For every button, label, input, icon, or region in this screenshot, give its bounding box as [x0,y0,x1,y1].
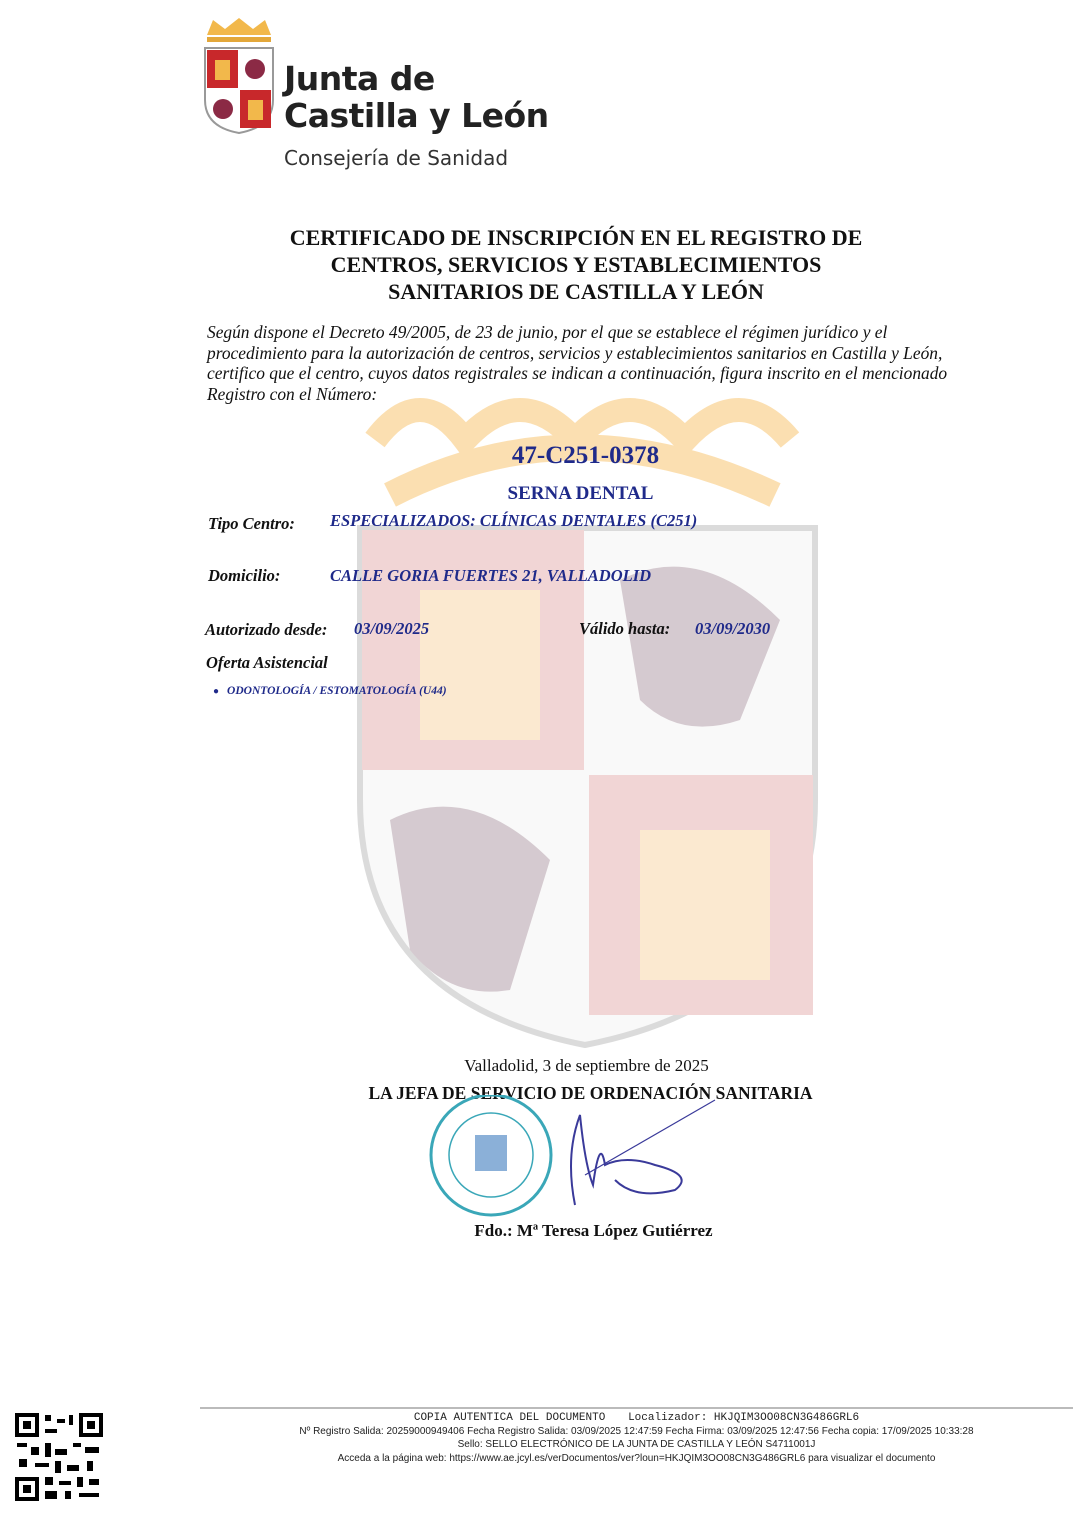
copy-label: COPIA AUTENTICA DEL DOCUMENTO [413,1412,606,1424]
signer-role: LA JEFA DE SERVICIO DE ORDENACIÓN SANITARIA [368,1083,813,1103]
domicilio-value: CALLE GORIA FUERTES 21, VALLADOLID [330,566,652,585]
tipo-centro-label: Tipo Centro: [208,514,295,533]
signed-by: Fdo.: Mª Teresa López Gutiérrez [474,1221,713,1240]
intro-paragraph: Según dispone el Decreto 49/2005, de 23 de junio, por el que se establece el régimen jurídico y el procedimiento para la autorización de centros, servicios y establecimientos sanitarios en Castilla y León, certifico que el centro, cuyos datos registrales se indican a continuación, figura inscrito en el mencionado Registro con el Número: [207,322,948,404]
footer-divider [200,1407,1073,1409]
footer-copy-line [200,1412,1073,1424]
center-name: SERNA DENTAL [507,483,654,504]
title-line: SANITARIOS DE CASTILLA Y LEÓN [388,279,764,304]
footer-registry-line: Nº Registro Salida: 20259000949406 Fecha Registro Salida: 03/09/2025 12:47:59 Fecha Firma: 03/09/2025 12:47:56 Fecha copia: 17/09/2025 10:33:28 [299,1426,974,1437]
oferta-label: Oferta Asistencial [206,653,328,672]
org-name-line1: Junta de [284,59,435,98]
oferta-item: ODONTOLOGÍA / ESTOMATOLOGÍA (U44) [227,685,447,697]
coat-of-arms-logo [203,15,275,135]
footer-verify-link[interactable]: Acceda a la página web: https://www.ae.jcyl.es/verDocumentos/ver?loun=HKJQIM3OO08CN3G486GRL6 para visualizar el documento [337,1453,936,1464]
place-date: Valladolid, 3 de septiembre de 2025 [464,1056,709,1075]
org-name [284,60,549,134]
official-stamp-and-signature [425,1095,725,1220]
title-line: CERTIFICADO DE INSCRIPCIÓN EN EL REGISTRO DE [289,225,863,250]
registration-number: 47-C251-0378 [511,442,660,469]
org-name-line2: Castilla y León [284,96,549,135]
valido-label: Válido hasta: [579,619,671,638]
title-line: CENTROS, SERVICIOS Y ESTABLECIMIENTOS [330,252,822,277]
valido-value: 03/09/2030 [695,619,771,638]
tipo-centro-value: ESPECIALIZADOS: CLÍNICAS DENTALES (C251) [330,511,698,530]
footer-seal-line: Sello: SELLO ELECTRÓNICO DE LA JUNTA DE CASTILLA Y LEÓN S4711001J [457,1439,816,1450]
autorizado-value: 03/09/2025 [354,619,430,638]
qr-code[interactable] [15,1413,103,1501]
autorizado-label: Autorizado desde: [205,620,328,639]
oferta-list [213,681,447,699]
bullet-icon: ● [213,686,220,697]
domicilio-label: Domicilio: [208,566,281,585]
document-title [160,224,992,305]
locator-code: Localizador: HKJQIM3OO08CN3G486GRL6 [628,1412,860,1424]
department-name: Consejería de Sanidad [284,146,509,170]
